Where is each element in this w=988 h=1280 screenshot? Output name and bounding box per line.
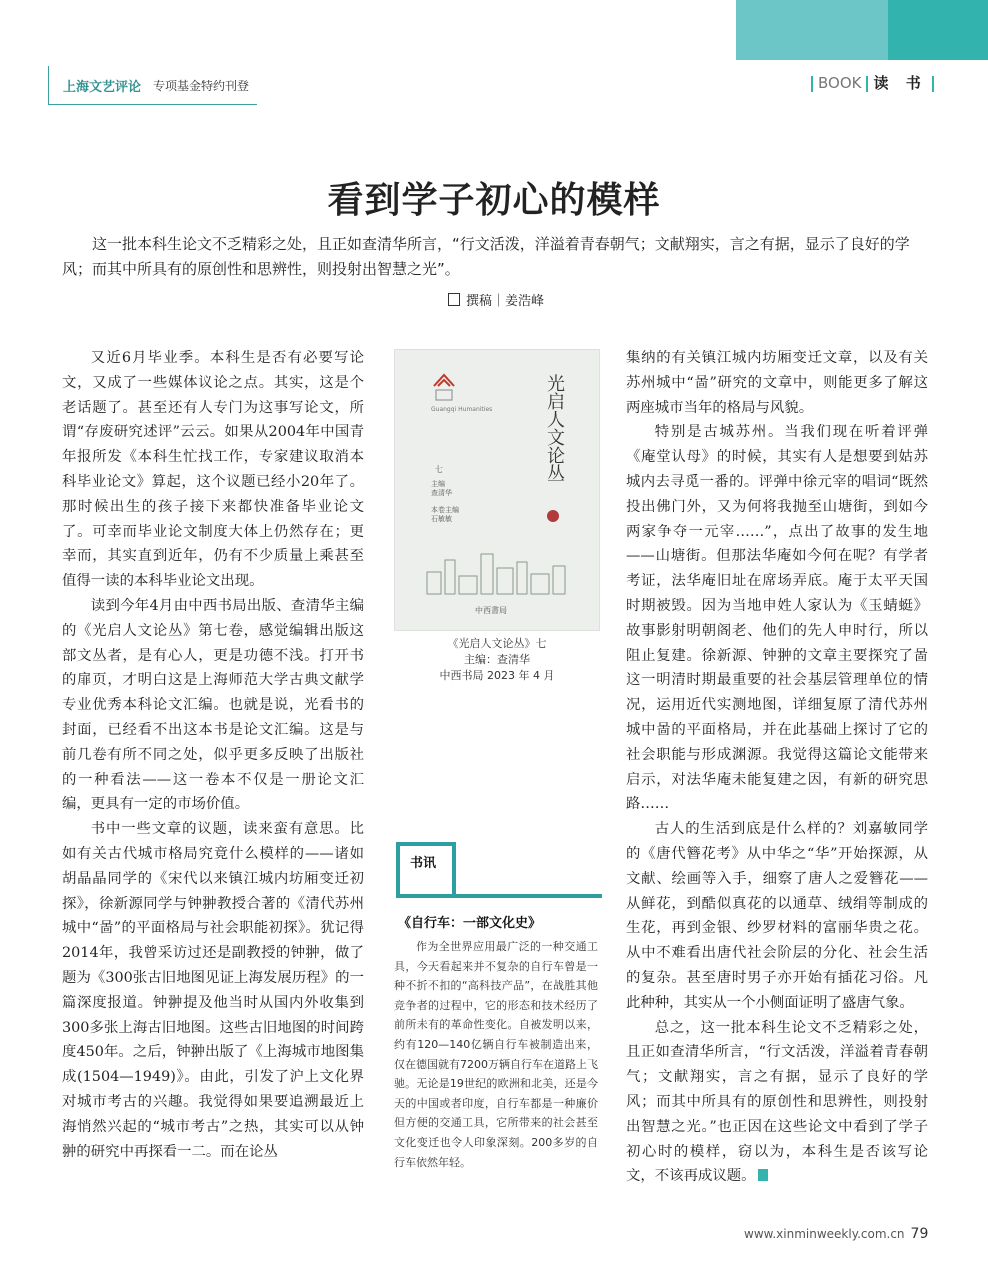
header-color-block-dark — [888, 0, 988, 60]
paragraph: 书中一些文章的议题，读来蛮有意思。比如有关古代城市格局究竟什么模样的——诸如胡晶晶同学的《宋代以来镇江城内坊厢变迁初探》，徐新源同学与钟翀教授合著的《清代苏州城中“啚”的平面格局与社会职能初探》。犹记得2014年，我曾采访过还是副教授的钟翀，做了题为《300张古旧地图见证上海发展历程》的一篇深度报道。钟翀提及他当时从国内外收集到300多张上海古旧地图。这些古旧地图的时间跨度450年。之后，钟翀出版了《上海城市地图集成(1504—1949)》。由此，引发了沪上文化界对城市考古的兴趣。我觉得如果要追溯最近上海悄然兴起的“城市考古”之热，其实可以从钟翀的研究中再探看一二。而在论丛 — [62, 821, 364, 1160]
column-header — [48, 66, 257, 105]
paragraph: 读到今年4月由中西书局出版、查清华主编的《光启人文论丛》第七卷，感觉编辑出版这部文丛者，是有心人，更是功德不浅。打开书的扉页，才明白这是上海师范大学古典文献学专业优秀本科论文汇编。也就是说，光看书的封面，已经看不出这本书是论文汇编。这是与前几卷有所不同之处，似乎更多反映了出版社的一种看法——这一卷本不仅是一册论文汇编，更具有一定的市场价值。 — [62, 597, 364, 813]
news-title: 《自行车：一部文化史》 — [398, 916, 542, 931]
city-skyline-illustration — [423, 546, 573, 596]
volume-seal — [547, 510, 559, 522]
byline-text: 撰稿｜姜浩峰 — [466, 294, 545, 309]
cover-sub-editor-label: 本卷主编 — [431, 506, 459, 514]
section-tag — [806, 72, 939, 92]
cover-publisher: 中西書局 — [475, 606, 507, 615]
caption-line: 《光启人文论丛》七 — [447, 637, 547, 650]
cover-editor-label: 主编 — [431, 480, 445, 488]
caption-line: 中西书局 2023 年 4 月 — [439, 669, 555, 682]
section-cn: 读 书 — [873, 74, 927, 92]
article-lead: 这一批本科生论文不乏精彩之处，且正如查清华所言，“行文活泼，洋溢着青春朝气；文献翔实，言之有据，显示了良好的学风；而其中所具有的原创性和思辨性，则投射出智慧之光”。 — [62, 235, 910, 278]
section-divider — [866, 76, 868, 92]
column-subtitle: 专项基金特约刊登 — [153, 79, 250, 93]
section-en: BOOK — [818, 74, 862, 92]
article-column-left — [62, 346, 364, 1164]
cover-caption — [394, 636, 600, 684]
caption-line: 主编：查清华 — [464, 653, 530, 666]
article-column-right — [626, 346, 928, 1189]
page-footer — [744, 1226, 928, 1242]
cover-sub-editor — [431, 506, 459, 524]
paragraph: 古人的生活到底是什么样的？刘嘉敏同学的《唐代簪花考》从中华之“华”开始探源，从文献、绘画等入手，细察了唐人之爱簪花——从鲜花，到酷似真花的以通草、绒绢等制成的生花，再到金银、纱罗材料的富丽华贵之花。从中不难看出唐代社会阶层的分化、社会生活的复杂。甚至唐时男子亦开始有插花习俗。凡此种种，其实从一个小侧面证明了盛唐气象。 — [626, 821, 928, 1011]
paragraph: 集纳的有关镇江城内坊厢变迁文章，以及有关苏州城中“啚”研究的文章中，则能更多了解这两座城市当年的格局与风貌。 — [626, 350, 928, 416]
footer-url: www.xinminweekly.com.cn — [744, 1227, 905, 1241]
article-title: 看到学子初心的模样 — [327, 179, 661, 221]
paragraph-text: 总之，这一批本科生论文不乏精彩之处，且正如查清华所言，“行文活泼，洋溢着青春朝气；文献翔实，言之有据，显示了良好的学风；而其中所具有的原创性和思辨性，则投射出智慧之光。”也正因在这些论文中看到了学子初心时的模样，窃以为，本科生是否该写论文，不该再成议题。 — [626, 1019, 928, 1185]
paragraph — [626, 1016, 928, 1190]
paragraph: 又近6月毕业季。本科生是否有必要写论文，又成了一些媒体议论之点。其实，这是个老话题了。甚至还有人专门为这事写论文，所谓“存废研究述评”云云。如果从2004年中国青年报所发《本科生忙找工作，专家建议取消本科毕业论文》算起，这个议题已经小20年了。那时候出生的孩子接下来都快准备毕业论文了。可幸而毕业论文制度大体上仍然存在；更幸而，其实直到近年，仍有不少质量上乘甚至值得一读的本科毕业论文出现。 — [62, 350, 364, 590]
column-name: 上海文艺评论 — [63, 80, 142, 95]
cover-volume: 七 — [435, 465, 443, 474]
cover-sub-editor-name: 石敏敏 — [431, 515, 452, 523]
cover-editor-name: 查清华 — [431, 489, 452, 497]
cover-title: 光启人文论丛 — [544, 374, 565, 482]
news-paragraph: 作为全世界应用最广泛的一种交通工具，今天看起来并不复杂的自行车曾是一种不折不扣的“高科技产品”，在战胜其他竞争者的过程中，它的形态和技术经历了前所未有的革命性变化。自被发明以来，约有120—140亿辆自行车被制造出来，仅在德国就有7200万辆自行车在道路上飞驰。无论是19世纪的欧洲和北美，还是今天的中国或者印度，自行车都是一种廉价但方便的交通工具，它所带来的社会甚至文化变迁也令人印象深刻。200多岁的自行车依然年轻。 — [394, 940, 598, 1169]
paragraph: 特别是古城苏州。当我们现在听着评弹《庵堂认母》的时候，其实有人是想要到姑苏城内去寻觅一番的。评弹中徐元宰的唱词“既然投出佛门外，又为何将我抛至山塘街，到如今两家争夺一元宰……”，点出了故事的发生地——山塘街。但那法华庵如今何在呢？有学者考证，法华庵旧址在席场弄底。庵于太平天国时期被毁。因为当地申姓人家认为《玉蜻蜓》故事影射明朝阁老、他们的先人申时行，所以阻止复建。徐新源、钟翀的文章主要探究了啚这一明清时期最重要的社会基层管理单位的情况，运用近代实测地图，详细复原了清代苏州城中啚的平面格局，并在此基础上探讨了它的社会职能与形成渊源。我觉得这篇论文能带来启示，对法华庵未能复建之因，有新的研究思路…… — [626, 424, 928, 813]
news-header-box — [396, 842, 456, 898]
news-header-rule — [456, 894, 602, 898]
cover-english: Guangqi Humanities — [431, 406, 493, 413]
pen-icon — [448, 293, 460, 306]
publisher-logo-icon — [431, 372, 457, 402]
news-body — [394, 937, 598, 1172]
news-header: 书讯 — [410, 856, 437, 871]
byline — [448, 290, 544, 309]
book-cover-image — [394, 349, 600, 631]
section-divider — [932, 76, 934, 92]
page-number: 79 — [910, 1226, 929, 1242]
header-color-block — [736, 0, 988, 60]
cover-editor — [431, 480, 452, 498]
section-divider — [811, 76, 813, 92]
end-mark-icon — [758, 1169, 768, 1181]
